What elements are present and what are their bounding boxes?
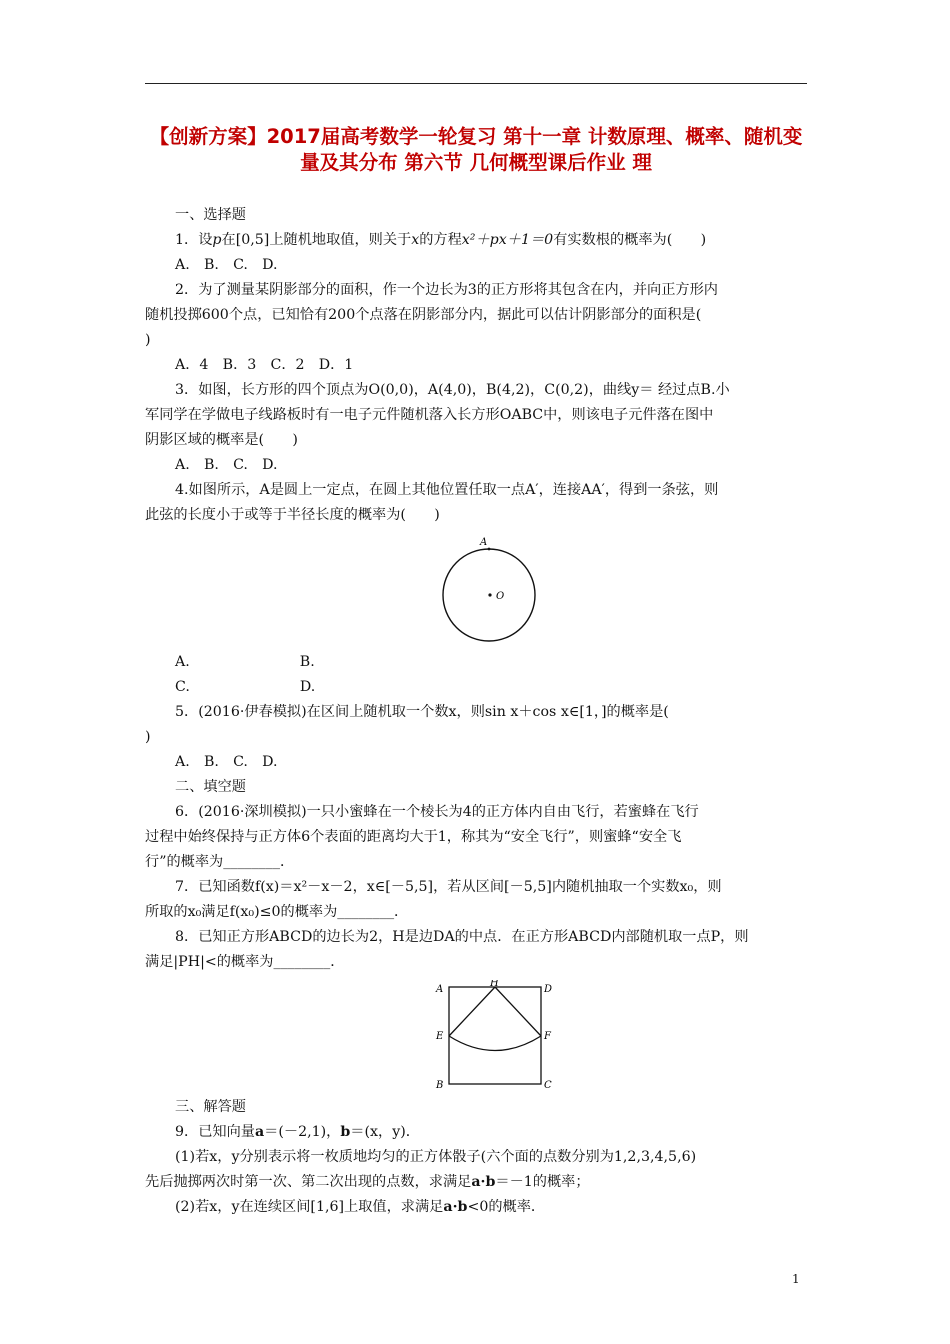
section-heading-answer: 三、解答题 (175, 1099, 246, 1115)
question-8-line-2: 满足|PH|<的概率为________． (145, 954, 345, 970)
question-1-options: A. B. C. D. (175, 257, 278, 273)
sector-arc (449, 1036, 541, 1051)
question-5-options: A. B. C. D. (175, 754, 278, 770)
top-rule (145, 83, 807, 84)
label-A: A (436, 984, 444, 995)
sector-radius-right (495, 987, 541, 1036)
question-4-line-1: 4.如图所示，A是圆上一定点，在圆上其他位置任取一点A′，连接AA′，得到一条弦，则 (175, 482, 719, 498)
document-body (145, 203, 807, 528)
question-7-line-1: 7．已知函数f(x)＝x²－x－2，x∈[－5,5]，若从区间[－5,5]内随机抽取一个实数x₀，则 (175, 879, 722, 895)
question-9-line-1: 9．已知向量a＝(－2,1)，b＝(x，y)． (175, 1124, 420, 1140)
question-1: 1．设p在[0,5]上随机地取值，则关于x的方程x²＋px＋1＝0有实数根的概率为( ) (175, 232, 707, 248)
center-dot (488, 593, 491, 596)
page-title: 【创新方案】2017届高考数学一轮复习 第十一章 计数原理、概率、随机变量及其分布 第六节 几何概型课后作业 理 (149, 125, 803, 174)
label-D: D (544, 984, 553, 995)
question-7-line-2: 所取的x₀满足f(x₀)≤0的概率为________． (145, 904, 409, 920)
label-o: O (496, 591, 505, 602)
question-2-options: A．4 B．3 C．2 D．1 (175, 357, 354, 373)
label-B: B (436, 1080, 444, 1091)
label-C: C (544, 1080, 552, 1091)
document-body-2 (145, 650, 807, 975)
sector-radius-left (449, 987, 495, 1036)
square-figure (432, 980, 557, 1095)
circle-figure (440, 535, 540, 645)
question-3-options: A. B. C. D. (175, 457, 278, 473)
section-heading-choice: 一、选择题 (175, 207, 246, 223)
question-3-line-2: 军同学在学做电子线路板时有一电子元件随机落入长方形OABC中，则该电子元件落在图中 (145, 407, 714, 423)
question-9-part-1-line-1: (1)若x，y分别表示将一枚质地均匀的正方体骰子(六个面的点数分别为1,2,3,4,5,6) (175, 1149, 697, 1165)
question-2-line-1: 2．为了测量某阴影部分的面积，作一个边长为3的正方形将其包含在内，并向正方形内 (175, 282, 718, 298)
question-9-part-1-line-2: 先后抛掷两次时第一次、第二次出现的点数，求满足a·b＝－1的概率； (145, 1174, 590, 1190)
page-number: 1 (792, 1272, 800, 1286)
question-2-line-3: ) (145, 332, 151, 348)
document-body-3 (145, 1095, 807, 1220)
question-6-line-3: 行”的概率为________． (145, 854, 295, 870)
question-2-line-2: 随机投掷600个点，已知恰有200个点落在阴影部分内，据此可以估计阴影部分的面积是( (145, 307, 702, 323)
square-outline (449, 987, 541, 1084)
question-9-part-2: (2)若x，y在连续区间[1,6]上取值，求满足a·b<0的概率． (175, 1199, 546, 1215)
question-4-line-2: 此弦的长度小于或等于半径长度的概率为( ) (145, 507, 440, 523)
question-4-options-row-2: C. D. (175, 679, 316, 695)
section-heading-fill: 二、填空题 (175, 779, 246, 795)
question-5-line-1: 5．(2016·伊春模拟)在区间上随机取一个数x，则sin x＋cos x∈[1，]的概率是( (175, 704, 669, 720)
label-F: F (544, 1031, 551, 1042)
question-4-options-row-1: A. B. (175, 654, 315, 670)
question-6-line-2: 过程中始终保持与正方体6个表面的距离均大于1，称其为“安全飞行”，则蜜蜂“安全飞 (145, 829, 682, 845)
label-H: H (490, 980, 499, 989)
question-8-line-1: 8．已知正方形ABCD的边长为2，H是边DA的中点．在正方形ABCD内部随机取一点P，则 (175, 929, 749, 945)
label-E: E (436, 1031, 444, 1042)
question-3-line-3: 阴影区域的概率是( ) (145, 432, 298, 448)
point-a-dot (488, 548, 491, 551)
question-6-line-1: 6．(2016·深圳模拟)一只小蜜蜂在一个棱长为4的正方体内自由飞行，若蜜蜂在飞行 (175, 804, 699, 820)
question-3-line-1: 3．如图，长方形的四个顶点为O(0,0)，A(4,0)，B(4,2)，C(0,2)，曲线y＝ 经过点B.小 (175, 382, 730, 398)
question-5-line-2: ) (145, 729, 151, 745)
label-a: A (480, 537, 488, 548)
